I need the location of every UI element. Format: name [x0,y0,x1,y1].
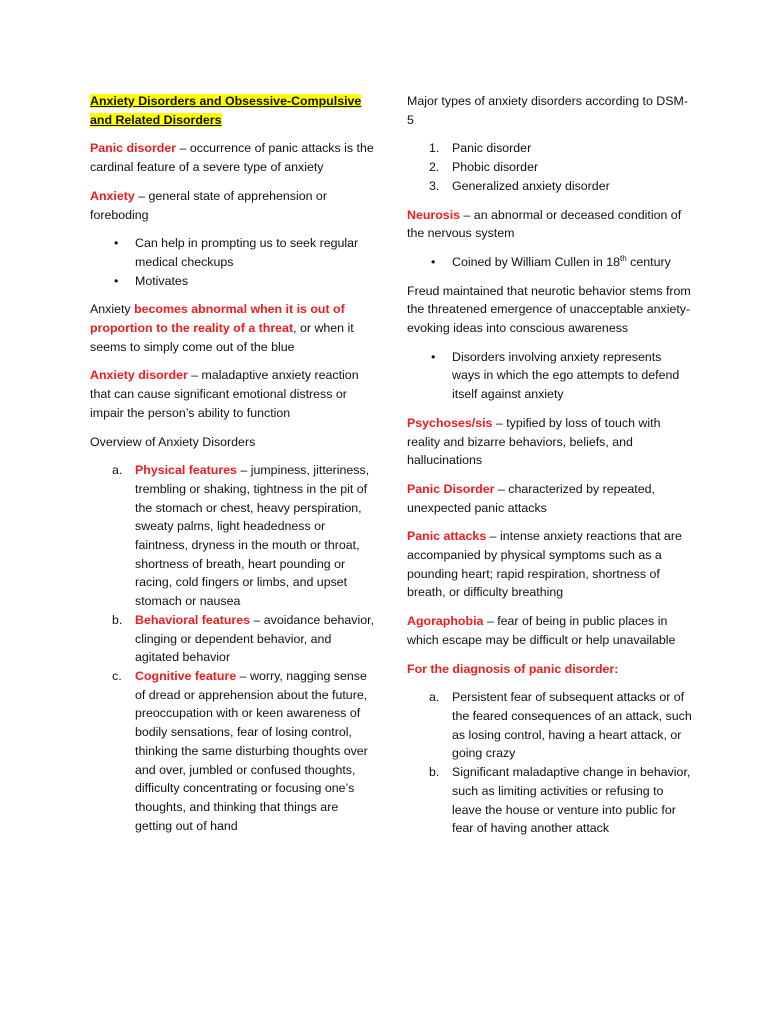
list-item-text: Panic disorder [452,141,532,156]
abnormal-post: , or when it seems to simply come out of the blue [90,321,354,354]
def-panic-disorder2: – characterized by repeated, unexpected panic attacks [407,481,655,515]
list-item: • Can help in prompting us to seek regular medical checkups [90,234,375,271]
list-marker: b. [429,765,440,780]
list-item [407,763,692,838]
term-psychoses: Psychoses/sis [407,415,493,430]
major-types-list [407,139,692,195]
list-item: • Disorders involving anxiety represents ways in which the ego attempts to defend itself against anxiety [407,348,692,404]
term-anxiety: Anxiety [90,188,135,203]
abnormal-pre: Anxiety [90,302,135,317]
def-neurosis: – an abnormal or deceased condition of the nervous system [407,207,682,241]
list-item [90,611,375,667]
term-panic-disorder2: Panic Disorder [407,481,495,496]
panic-disorder2-definition [407,480,692,517]
term-agoraphobia: Agoraphobia [407,614,484,629]
cullen-superscript: th [620,253,627,263]
list-item [407,177,692,196]
panic-attacks-definition [407,527,692,602]
term-neurosis: Neurosis [407,207,461,222]
list-item [407,253,692,272]
def-anxiety-disorder: – maladaptive anxiety reaction that can cause significant emotional distress or impair the person’s ability to function [90,368,359,420]
list-marker: a. [429,690,440,705]
def-anxiety: – general state of apprehension or foreboding [90,188,327,222]
def-panic-attacks: – intense anxiety reactions that are accompanied by physical symptoms such as a pounding heart; rapid respiration, shortness of breath, or difficulty breathing [407,529,682,600]
list-marker: c. [112,668,122,683]
anxiety-disorder-definition [90,366,375,422]
agoraphobia-definition [407,612,692,649]
list-item [90,461,375,611]
list-marker: 3. [429,178,440,193]
psychoses-definition [407,414,692,470]
list-marker: a. [112,463,123,478]
title-highlight: Anxiety Disorders and Obsessive-Compulsive and Related Disorders [90,94,362,127]
cullen-post: century [626,254,671,269]
cullen-pre: Coined by William Cullen in 18 [452,254,621,269]
list-marker: 2. [429,160,440,175]
freud-bullet-list [407,348,692,404]
diagnosis-heading: For the diagnosis of panic disorder: [407,661,619,676]
term-cognitive-feature: Cognitive feature [135,668,237,683]
neurosis-definition [407,206,692,243]
abnormal-anxiety-paragraph [90,300,375,356]
diagnosis-list [407,688,692,838]
abnormal-emphasis: becomes abnormal when it is out of proportion to the reality of a threat [90,302,345,336]
def-cognitive-feature: – worry, nagging sense of dread or apprehension about the future, preoccupation with or keen awareness of bodily sensations, fear of losing control, thinking the same disturbing thoughts over and over, jumbled or confused thoughts, difficulty concentrating or focusing one’s thoughts, and thinking that things are getting out of hand [135,668,368,833]
list-item [407,139,692,158]
list-item-text: Persistent fear of subsequent attacks or of the feared consequences of an attack, such as losing control, having a heart attack, or going crazy [452,690,692,761]
right-column [407,92,692,848]
term-behavioral-features: Behavioral features [135,612,251,627]
list-item-text: Phobic disorder [452,160,539,175]
def-physical-features: – jumpiness, jitteriness, trembling or shaking, tightness in the pit of the stomach or chest, heavy perspiration, sweaty palms, light headedness or faintness, dryness in the mouth or throat, shortness of breath, heart pounding or racing, cold fingers or limbs, and upset stomach or nausea [135,463,370,609]
def-behavioral-features: – avoidance behavior, clinging or dependent behavior, and agitated behavior [135,612,375,665]
list-item [407,688,692,763]
list-marker: b. [112,612,123,627]
overview-heading: Overview of Anxiety Disorders [90,434,256,449]
list-item-text: Significant maladaptive change in behavior, such as limiting activities or refusing to leave the house or venture into public for fear of having another attack [452,765,691,836]
anxiety-definition [90,187,375,224]
term-anxiety-disorder: Anxiety disorder [90,368,188,383]
freud-paragraph: Freud maintained that neurotic behavior stems from the threatened emergence of unacceptable anxiety-evoking ideas into conscious awareness [407,283,691,336]
term-physical-features: Physical features [135,463,237,478]
major-types-heading: Major types of anxiety disorders according to DSM-5 [407,94,688,127]
list-item [407,158,692,177]
def-psychoses: – typified by loss of touch with reality and bizarre behaviors, beliefs, and hallucinations [407,415,661,468]
anxiety-bullet-list [90,234,375,290]
list-item: • Motivates [90,272,375,291]
term-panic-attacks: Panic attacks [407,529,487,544]
left-column [90,92,375,845]
list-item-text: Generalized anxiety disorder [452,178,610,193]
term-panic-disorder: Panic disorder [90,141,177,156]
list-marker: 1. [429,141,440,156]
def-panic-disorder: – occurrence of panic attacks is the cardinal feature of a severe type of anxiety [90,141,374,175]
list-item [90,667,375,835]
panic-disorder-definition [90,139,375,176]
def-agoraphobia: – fear of being in public places in which escape may be difficult or help unavailable [407,614,676,647]
neurosis-bullet-list [407,253,692,272]
features-list [90,461,375,835]
document-title [90,92,375,129]
